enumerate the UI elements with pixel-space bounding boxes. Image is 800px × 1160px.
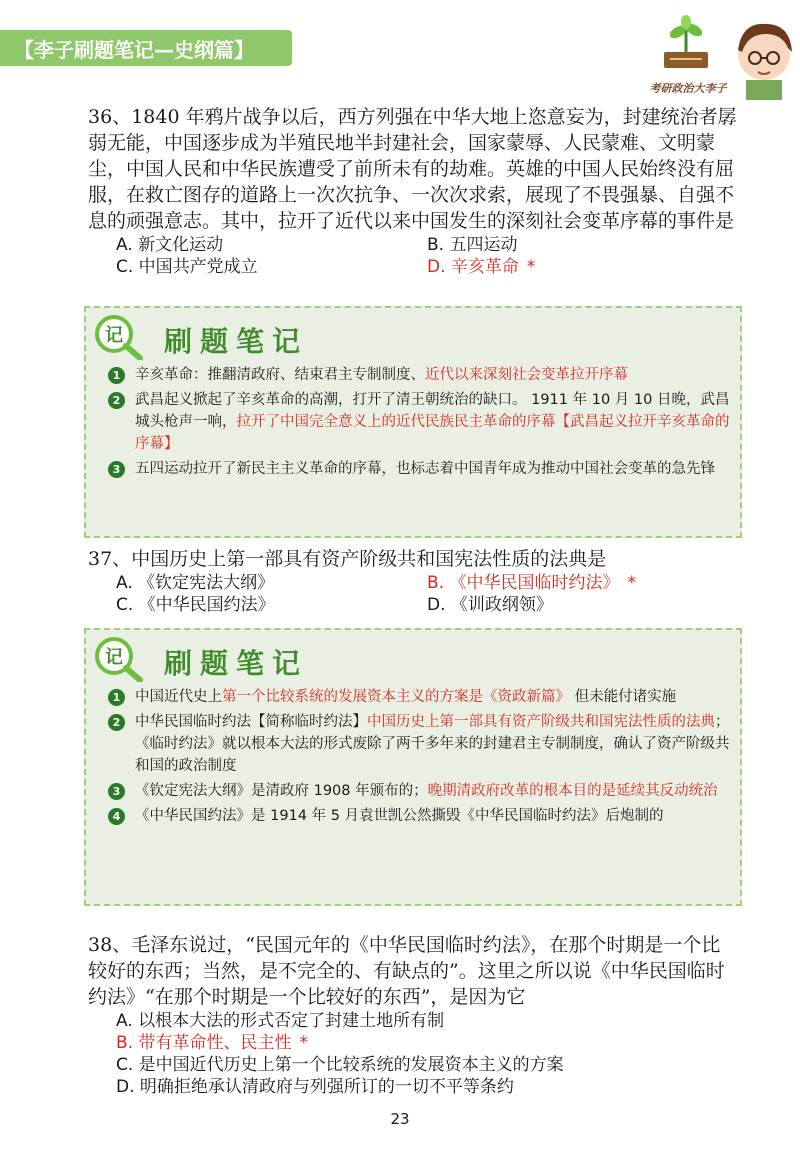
note-text: 辛亥革命：推翻清政府、结束君主专制制度、 [135, 367, 425, 383]
page-number: 23 [390, 1110, 410, 1128]
note-item [108, 686, 730, 708]
bullet-2: 2 [108, 714, 125, 731]
note-text: 《中华民国约法》是 1914 年 5 月袁世凯公然撕毁《中华民国临时约法》后炮制的 [135, 808, 664, 824]
note-icon-char: 记 [105, 325, 123, 346]
note-header [86, 630, 740, 686]
correct-star: * [299, 1033, 308, 1053]
option-b[interactable]: B. 五四运动 [427, 235, 518, 255]
question-36-text [88, 104, 738, 234]
option-c[interactable]: C. 是中国近代历史上第一个比较系统的发展资本主义的方案 [116, 1055, 564, 1075]
option-d[interactable]: D. 明确拒绝承认清政府与列强所订的一切不平等条约 [116, 1077, 514, 1097]
bullet-1: 1 [108, 689, 125, 706]
magnifier-icon [92, 634, 146, 682]
note-item [108, 458, 730, 480]
note-text: 中国近代史上 [135, 689, 222, 705]
note-item [108, 711, 730, 777]
note-highlight: 第一个比较系统的发展资本主义的方案是《资政新篇》 [222, 689, 570, 705]
header-title: 【李子刷题笔记—史纲篇】 [14, 37, 254, 62]
option-d-correct[interactable] [427, 256, 738, 278]
question-37-text [88, 546, 738, 572]
note-highlight: 晚期清政府改革的根本目的是延续其反动统治 [427, 783, 718, 799]
note-item [108, 805, 730, 827]
magnifier-icon [92, 312, 146, 360]
question-number: 38、 [88, 934, 132, 956]
note-highlight: 拉开了中国完全意义上的近代民族民主革命的序幕 [236, 414, 556, 430]
option-a[interactable]: A. 以根本大法的形式否定了封建土地所有制 [116, 1011, 445, 1031]
note-box-2 [84, 628, 742, 906]
option-c[interactable]: C. 《中华民国约法》 [116, 595, 275, 615]
note-items [86, 686, 740, 836]
note-text: 武昌起义掀起了辛亥革命的高潮，打开了清王朝统治的缺口。 1911 年 10 月 10 日晚，武昌城头枪声一响， [135, 392, 730, 430]
bullet-1: 1 [108, 367, 125, 384]
logo [642, 8, 792, 100]
note-text-tail: ；《临时约法》就以根本大法的形式废除了两千多年来的封建君主专制制度，确认了资产阶级共和国的政治制度 [135, 714, 730, 774]
option-b-correct[interactable] [427, 572, 738, 594]
options [116, 234, 738, 278]
option-b-correct[interactable] [116, 1032, 738, 1054]
note-title: 刷题笔记 [164, 325, 309, 358]
option-d-label: D. 辛亥革命 [427, 257, 519, 277]
note-item [108, 780, 730, 802]
correct-star: * [526, 257, 536, 277]
question-number: 37、 [88, 548, 132, 570]
option-d[interactable]: D. 《训政纲领》 [427, 595, 553, 615]
options [116, 1010, 738, 1098]
question-38-text [88, 932, 738, 1010]
note-item [108, 389, 730, 455]
bullet-3: 3 [108, 461, 125, 478]
note-icon-char: 记 [105, 647, 123, 668]
option-c[interactable]: C. 中国共产党成立 [116, 257, 258, 277]
note-header [86, 308, 740, 364]
note-text: 五四运动拉开了新民主主义革命的序幕，也标志着中国青年成为推动中国社会变革的急先锋 [135, 461, 715, 477]
note-highlight: 中国历史上第一部具有资产阶级共和国宪法性质的法典 [367, 714, 715, 730]
logo-caption: 考研政治大李子 [649, 82, 727, 95]
note-item [108, 364, 730, 386]
note-box-1 [84, 306, 742, 538]
option-a[interactable]: A. 新文化运动 [116, 235, 224, 255]
option-b-label: B. 带有革命性、民主性 [116, 1033, 292, 1053]
question-stem: 1840 年鸦片战争以后，西方列强在中华大地上恣意妄为，封建统治者孱弱无能，中国逐步成为半殖民地半封建社会，国家蒙辱、人民蒙难、文明蒙尘，中国人民和中华民族遭受了前所未有的劫难。英雄的中国人民始终没有屈服，在救亡图存的道路上一次次抗争、一次次求索，展现了不畏强暴、自强不息的顽强意志。其中，拉开了近代以来中国发生的深刻社会变革序幕的事件是 [88, 106, 737, 232]
header-banner [0, 30, 292, 66]
option-b-label: B. 《中华民国临时约法》 [427, 573, 620, 593]
question-38 [88, 932, 738, 1098]
question-number: 36、 [88, 106, 132, 128]
question-stem: 中国历史上第一部具有资产阶级共和国宪法性质的法典是 [131, 548, 607, 570]
note-text: 《钦定宪法大纲》是清政府 1908 年颁布的； [135, 783, 428, 799]
note-text-tail: 但未能付诸实施 [574, 689, 677, 705]
option-a[interactable]: A. 《钦定宪法大纲》 [116, 573, 275, 593]
question-36 [88, 104, 738, 278]
question-37 [88, 546, 738, 616]
note-title: 刷题笔记 [164, 647, 309, 680]
note-text: 中华民国临时约法【简称临时约法】 [135, 714, 367, 730]
bullet-2: 2 [108, 392, 125, 409]
note-highlight: 近代以来深刻社会变革拉开序幕 [425, 367, 628, 383]
correct-star: * [627, 573, 636, 593]
note-highlight-bracket: 【武昌起义拉开辛亥革命的序幕】 [135, 414, 730, 452]
note-items [86, 364, 740, 489]
question-stem: 毛泽东说过，“民国元年的《中华民国临时约法》，在那个时期是一个比较好的东西；当然，是不完全的、有缺点的”。这里之所以说《中华民国临时约法》“在那个时期是一个比较好的东西”，是因为它 [88, 934, 725, 1008]
options [116, 572, 738, 616]
bullet-3: 3 [108, 783, 125, 800]
bullet-4: 4 [108, 808, 125, 825]
